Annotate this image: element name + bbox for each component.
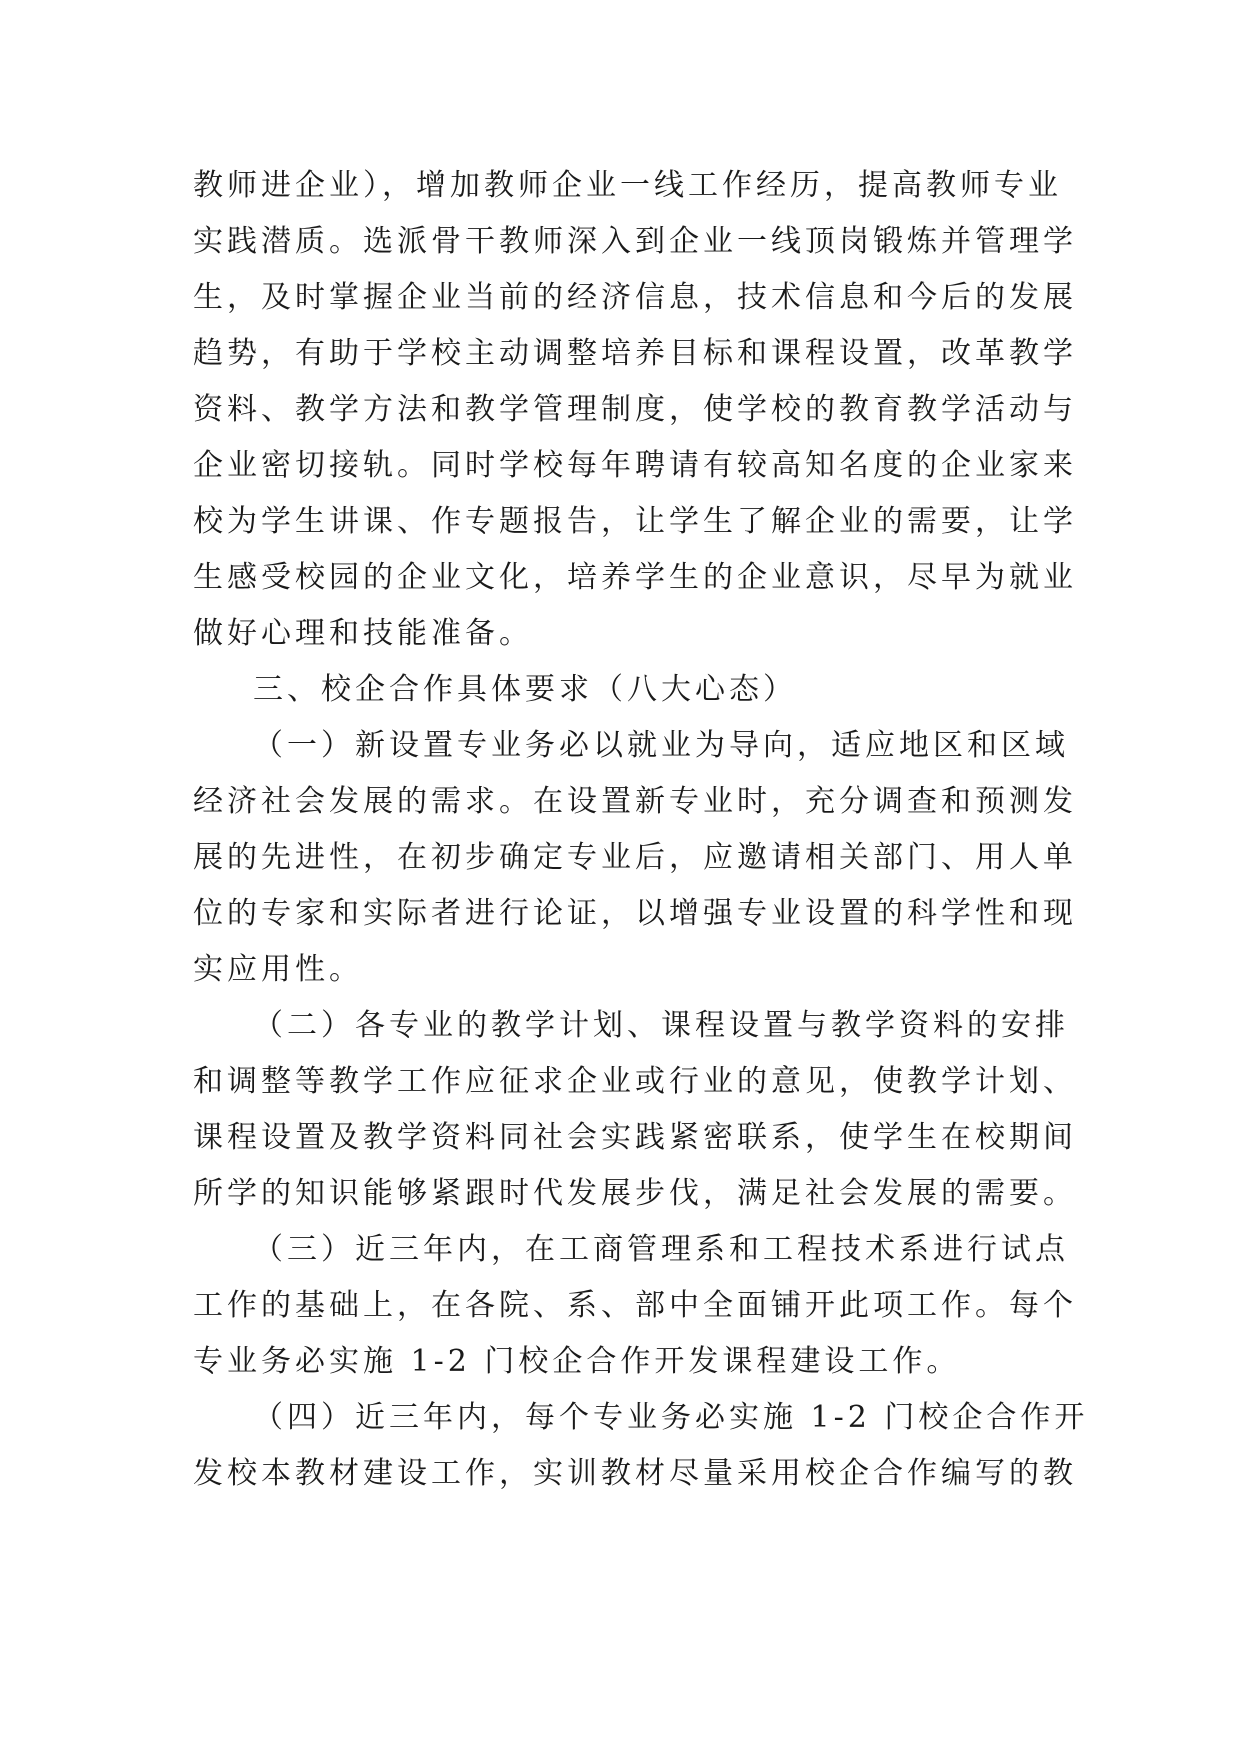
paragraph-line: 企业密切接轨。同时学校每年聘请有较高知名度的企业家来 (193, 448, 1077, 483)
paragraph-line: 资料、教学方法和教学管理制度，使学校的教育教学活动与 (193, 392, 1077, 427)
paragraph-line: 实践潜质。选派骨干教师深入到企业一线顶岗锻炼并管理学 (193, 224, 1077, 259)
body-text (193, 158, 1089, 1502)
paragraph-line: 做好心理和技能准备。 (193, 616, 533, 651)
paragraph-line: （三）近三年内，在工商管理系和工程技术系进行试点 (253, 1232, 1069, 1267)
paragraph-line: 趋势，有助于学校主动调整培养目标和课程设置，改革教学 (193, 336, 1077, 371)
paragraph-line: 经济社会发展的需求。在设置新专业时，充分调查和预测发 (193, 784, 1077, 819)
paragraph-line: 展的先进性，在初步确定专业后，应邀请相关部门、用人单 (193, 840, 1077, 875)
paragraph-line: （一）新设置专业务必以就业为导向，适应地区和区域 (253, 728, 1069, 763)
paragraph-line: 生感受校园的企业文化，培养学生的企业意识，尽早为就业 (193, 560, 1077, 595)
paragraph-line: 生，及时掌握企业当前的经济信息，技术信息和今后的发展 (193, 280, 1077, 315)
paragraph-line: 和调整等教学工作应征求企业或行业的意见，使教学计划、 (193, 1064, 1077, 1099)
paragraph-line: 专业务必实施 1-2 门校企合作开发课程建设工作。 (193, 1344, 961, 1379)
paragraph-line: 所学的知识能够紧跟时代发展步伐，满足社会发展的需要。 (193, 1176, 1077, 1211)
paragraph-line: 位的专家和实际者进行论证，以增强专业设置的科学性和现 (193, 896, 1077, 931)
paragraph-line: （四）近三年内，每个专业务必实施 1-2 门校企合作开 (253, 1400, 1089, 1435)
paragraph-line: 校为学生讲课、作专题报告，让学生了解企业的需要，让学 (193, 504, 1077, 539)
paragraph-line: （二）各专业的教学计划、课程设置与教学资料的安排 (253, 1008, 1069, 1043)
paragraph-line: 发校本教材建设工作，实训教材尽量采用校企合作编写的教 (193, 1456, 1077, 1491)
paragraph-line: 实应用性。 (193, 952, 363, 987)
section-heading: 三、校企合作具体要求（八大心态） (253, 672, 797, 707)
paragraph-line: 工作的基础上，在各院、系、部中全面铺开此项工作。每个 (193, 1288, 1077, 1323)
paragraph-line: 教师进企业），增加教师企业一线工作经历，提高教师专业 (193, 168, 1062, 203)
paragraph-line: 课程设置及教学资料同社会实践紧密联系，使学生在校期间 (193, 1120, 1077, 1155)
